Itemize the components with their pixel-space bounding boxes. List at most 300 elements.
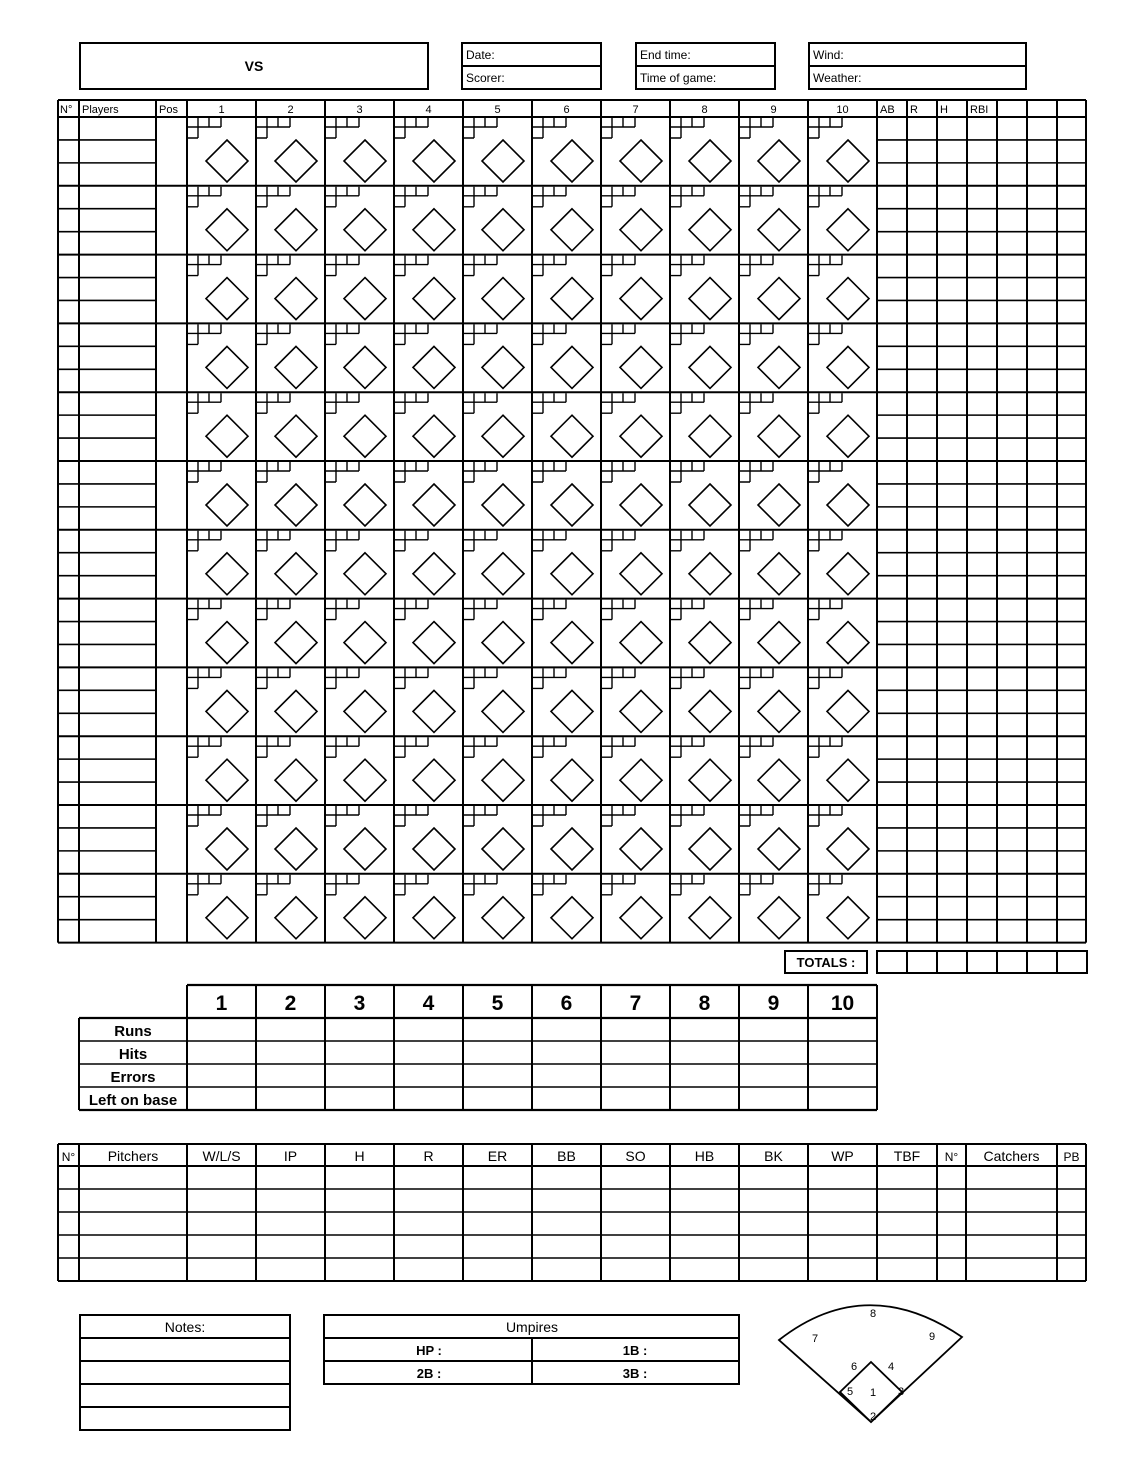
count-boxes — [533, 462, 566, 482]
count-boxes — [602, 393, 635, 413]
linescore-inning-header: 9 — [767, 992, 780, 1015]
inning-header: 6 — [563, 104, 570, 116]
count-boxes — [740, 393, 773, 413]
base-diamond — [482, 622, 524, 664]
count-boxes — [257, 668, 290, 688]
date-label: Date: — [466, 48, 495, 62]
count-boxes — [326, 118, 359, 138]
count-boxes — [740, 668, 773, 688]
field-position-number: 6 — [850, 1361, 858, 1373]
count-boxes — [464, 806, 497, 826]
base-diamond — [827, 553, 869, 595]
base-diamond — [344, 346, 386, 388]
inning-header: 1 — [218, 104, 225, 116]
count-boxes — [740, 600, 773, 620]
count-boxes — [809, 324, 842, 344]
count-boxes — [533, 737, 566, 757]
base-diamond — [758, 622, 800, 664]
count-boxes — [464, 668, 497, 688]
base-diamond — [620, 415, 662, 457]
count-boxes — [602, 462, 635, 482]
count-boxes — [326, 600, 359, 620]
pitching-header: BK — [764, 1148, 783, 1164]
base-diamond — [551, 759, 593, 801]
base-diamond — [413, 622, 455, 664]
count-boxes — [395, 737, 428, 757]
pitching-header: PB — [1063, 1150, 1080, 1164]
count-boxes — [326, 531, 359, 551]
field-position-number: 3 — [897, 1386, 905, 1398]
base-diamond — [206, 553, 248, 595]
field-position-number: 8 — [869, 1308, 877, 1320]
base-diamond — [689, 828, 731, 870]
base-diamond — [344, 690, 386, 732]
count-boxes — [671, 600, 704, 620]
count-boxes — [257, 324, 290, 344]
base-diamond — [482, 897, 524, 939]
base-diamond — [344, 415, 386, 457]
base-diamond — [758, 828, 800, 870]
umpire-hp-label: HP : — [416, 1343, 442, 1358]
base-diamond — [827, 140, 869, 182]
base-diamond — [482, 415, 524, 457]
pitching-header: IP — [283, 1148, 298, 1164]
count-boxes — [533, 806, 566, 826]
rbi-header: RBI — [970, 104, 989, 116]
base-diamond — [689, 690, 731, 732]
count-boxes — [395, 600, 428, 620]
linescore-inning-header: 5 — [491, 992, 504, 1015]
count-boxes — [533, 118, 566, 138]
count-boxes — [809, 600, 842, 620]
base-diamond — [758, 278, 800, 320]
count-boxes — [809, 187, 842, 207]
count-boxes — [395, 668, 428, 688]
count-boxes — [671, 324, 704, 344]
linescore-table — [0, 975, 1140, 1120]
linescore-row-label: Left on base — [88, 1092, 178, 1109]
count-boxes — [602, 118, 635, 138]
base-diamond — [689, 553, 731, 595]
count-boxes — [188, 324, 221, 344]
count-boxes — [257, 737, 290, 757]
base-diamond — [482, 209, 524, 251]
players-header: Players — [82, 104, 119, 116]
totals-row — [877, 951, 1087, 973]
field-position-number: 9 — [928, 1331, 936, 1343]
vs-label: VS — [244, 58, 264, 74]
base-diamond — [344, 140, 386, 182]
pitching-header: WP — [831, 1148, 854, 1164]
ab-header: AB — [880, 104, 895, 116]
count-boxes — [395, 462, 428, 482]
base-diamond — [206, 415, 248, 457]
linescore-row-label: Runs — [114, 1023, 152, 1040]
base-diamond — [689, 484, 731, 526]
base-diamond — [275, 690, 317, 732]
linescore-inning-header: 6 — [560, 992, 573, 1015]
count-boxes — [326, 187, 359, 207]
base-diamond — [827, 484, 869, 526]
base-diamond — [275, 346, 317, 388]
base-diamond — [275, 484, 317, 526]
count-boxes — [740, 875, 773, 895]
base-diamond — [206, 484, 248, 526]
count-boxes — [671, 393, 704, 413]
pitching-header: ER — [487, 1148, 508, 1164]
count-boxes — [602, 256, 635, 276]
count-boxes — [809, 393, 842, 413]
base-diamond — [689, 346, 731, 388]
count-boxes — [464, 187, 497, 207]
base-diamond — [344, 553, 386, 595]
base-diamond — [275, 415, 317, 457]
base-diamond — [827, 759, 869, 801]
base-diamond — [827, 278, 869, 320]
base-diamond — [344, 209, 386, 251]
base-diamond — [620, 828, 662, 870]
base-diamond — [827, 622, 869, 664]
count-boxes — [395, 187, 428, 207]
pitching-header: Catchers — [983, 1148, 1040, 1164]
base-diamond — [551, 897, 593, 939]
pitching-table — [0, 1136, 1140, 1286]
base-diamond — [827, 209, 869, 251]
base-diamond — [551, 278, 593, 320]
r-header: R — [910, 104, 918, 116]
base-diamond — [206, 140, 248, 182]
count-boxes — [809, 256, 842, 276]
base-diamond — [413, 759, 455, 801]
field-position-number: 1 — [869, 1387, 877, 1399]
base-diamond — [275, 622, 317, 664]
base-diamond — [482, 759, 524, 801]
count-boxes — [533, 256, 566, 276]
count-boxes — [395, 875, 428, 895]
base-diamond — [551, 553, 593, 595]
field-position-number: 2 — [869, 1411, 877, 1423]
inning-header: 4 — [425, 104, 432, 116]
umpire-1b-label: 1B : — [622, 1343, 648, 1358]
count-boxes — [395, 393, 428, 413]
count-boxes — [257, 256, 290, 276]
count-boxes — [740, 737, 773, 757]
batting-grid-lines — [58, 100, 1086, 943]
field-position-number: 5 — [846, 1386, 854, 1398]
count-boxes — [671, 737, 704, 757]
pitching-header: H — [354, 1148, 365, 1164]
linescore-row-label: Hits — [118, 1046, 148, 1063]
pitching-header: Pitchers — [107, 1148, 159, 1164]
count-boxes — [464, 118, 497, 138]
base-diamond — [620, 690, 662, 732]
base-diamond — [206, 759, 248, 801]
base-diamond — [758, 759, 800, 801]
base-diamond — [827, 415, 869, 457]
field-position-number: 4 — [887, 1361, 895, 1373]
count-boxes — [602, 187, 635, 207]
count-boxes — [740, 187, 773, 207]
base-diamond — [620, 209, 662, 251]
count-boxes — [671, 187, 704, 207]
base-diamond — [758, 484, 800, 526]
base-diamond — [827, 690, 869, 732]
count-boxes — [395, 118, 428, 138]
base-diamond — [827, 346, 869, 388]
base-diamond — [758, 209, 800, 251]
count-boxes — [602, 324, 635, 344]
base-diamond — [413, 553, 455, 595]
base-diamond — [827, 828, 869, 870]
count-boxes — [257, 462, 290, 482]
base-diamond — [413, 484, 455, 526]
linescore-inning-header: 4 — [422, 992, 435, 1015]
pitching-header: N° — [944, 1150, 959, 1164]
count-boxes — [671, 875, 704, 895]
count-boxes — [464, 531, 497, 551]
base-diamond — [413, 140, 455, 182]
linescore-inning-header: 3 — [353, 992, 366, 1015]
inning-header: 9 — [770, 104, 777, 116]
count-boxes — [740, 462, 773, 482]
base-diamond — [620, 140, 662, 182]
inning-header: 10 — [836, 104, 849, 116]
base-diamond — [482, 690, 524, 732]
base-diamond — [413, 897, 455, 939]
end-time-label: End time: — [640, 48, 691, 62]
count-boxes — [188, 531, 221, 551]
base-diamond — [206, 828, 248, 870]
linescore-row-label: Errors — [110, 1069, 156, 1086]
base-diamond — [482, 140, 524, 182]
base-diamond — [689, 759, 731, 801]
base-diamond — [482, 484, 524, 526]
count-boxes — [602, 737, 635, 757]
count-boxes — [326, 324, 359, 344]
count-boxes — [809, 875, 842, 895]
base-diamond — [482, 828, 524, 870]
base-diamond — [827, 897, 869, 939]
linescore-inning-header: 7 — [629, 992, 642, 1015]
base-diamond — [758, 415, 800, 457]
totals-label-box — [784, 950, 868, 974]
notes-box — [78, 1313, 293, 1433]
umpires-box — [322, 1313, 742, 1387]
count-boxes — [188, 393, 221, 413]
inning-header: 2 — [287, 104, 294, 116]
count-boxes — [602, 875, 635, 895]
count-boxes — [257, 187, 290, 207]
base-diamond — [413, 415, 455, 457]
count-boxes — [395, 256, 428, 276]
count-boxes — [602, 806, 635, 826]
base-diamond — [275, 897, 317, 939]
count-boxes — [326, 737, 359, 757]
base-diamond — [551, 415, 593, 457]
count-boxes — [326, 668, 359, 688]
number-header: N° — [60, 104, 73, 116]
base-diamond — [275, 759, 317, 801]
base-diamond — [689, 897, 731, 939]
count-boxes — [602, 600, 635, 620]
base-diamond — [206, 897, 248, 939]
count-boxes — [809, 462, 842, 482]
count-boxes — [257, 531, 290, 551]
count-boxes — [809, 806, 842, 826]
base-diamond — [482, 553, 524, 595]
base-diamond — [482, 346, 524, 388]
count-boxes — [533, 600, 566, 620]
pos-header: Pos — [159, 104, 178, 116]
base-diamond — [689, 209, 731, 251]
count-boxes — [671, 668, 704, 688]
base-diamond — [551, 346, 593, 388]
linescore-inning-header: 10 — [830, 992, 855, 1015]
count-boxes — [188, 256, 221, 276]
count-boxes — [809, 531, 842, 551]
count-boxes — [671, 256, 704, 276]
h-header: H — [940, 104, 948, 116]
count-boxes — [257, 118, 290, 138]
base-diamond — [344, 278, 386, 320]
base-diamond — [206, 622, 248, 664]
pitching-header: W/L/S — [202, 1148, 241, 1164]
umpires-title: Umpires — [505, 1319, 559, 1335]
base-diamond — [344, 484, 386, 526]
scorer-label: Scorer: — [466, 71, 505, 85]
base-diamond — [551, 209, 593, 251]
count-boxes — [395, 806, 428, 826]
count-boxes — [257, 806, 290, 826]
base-diamond — [344, 897, 386, 939]
count-boxes — [188, 187, 221, 207]
base-diamond — [689, 140, 731, 182]
base-diamond — [344, 828, 386, 870]
pitching-header: TBF — [893, 1148, 921, 1164]
count-boxes — [671, 118, 704, 138]
base-diamond — [413, 690, 455, 732]
count-boxes — [464, 324, 497, 344]
count-boxes — [740, 256, 773, 276]
base-diamond — [689, 278, 731, 320]
count-boxes — [188, 462, 221, 482]
base-diamond — [620, 897, 662, 939]
base-diamond — [620, 622, 662, 664]
batting-grid-headers — [60, 104, 988, 116]
pitching-header: N° — [61, 1150, 76, 1164]
base-diamond — [758, 140, 800, 182]
base-diamond — [206, 346, 248, 388]
count-boxes — [188, 118, 221, 138]
count-boxes — [326, 462, 359, 482]
umpire-3b-label: 3B : — [622, 1366, 648, 1381]
base-diamond — [620, 484, 662, 526]
base-diamond — [689, 622, 731, 664]
count-boxes — [740, 118, 773, 138]
base-diamond — [275, 278, 317, 320]
pitching-header: R — [423, 1148, 434, 1164]
pitching-header: BB — [557, 1148, 576, 1164]
count-boxes — [395, 324, 428, 344]
base-diamond — [689, 415, 731, 457]
inning-header: 3 — [356, 104, 363, 116]
base-diamond — [413, 278, 455, 320]
count-boxes — [257, 393, 290, 413]
count-boxes — [326, 875, 359, 895]
base-diamond — [758, 690, 800, 732]
base-diamond — [344, 622, 386, 664]
count-boxes — [188, 875, 221, 895]
count-boxes — [740, 531, 773, 551]
count-boxes — [188, 737, 221, 757]
base-diamond — [620, 553, 662, 595]
wind-label: Wind: — [813, 48, 844, 62]
base-diamond — [758, 897, 800, 939]
base-diamond — [413, 828, 455, 870]
count-boxes — [395, 531, 428, 551]
linescore-inning-header: 2 — [284, 992, 297, 1015]
field-position-number: 7 — [811, 1333, 819, 1345]
base-diamond — [620, 346, 662, 388]
field-position-diagram — [770, 1280, 970, 1430]
count-boxes — [533, 324, 566, 344]
count-boxes — [740, 806, 773, 826]
count-boxes — [464, 393, 497, 413]
base-diamond — [344, 759, 386, 801]
base-diamond — [482, 278, 524, 320]
base-diamond — [275, 209, 317, 251]
count-boxes — [464, 462, 497, 482]
base-diamond — [620, 278, 662, 320]
inning-header: 7 — [632, 104, 639, 116]
count-boxes — [326, 256, 359, 276]
base-diamond — [206, 690, 248, 732]
count-boxes — [326, 393, 359, 413]
inning-header: 8 — [701, 104, 708, 116]
count-boxes — [464, 256, 497, 276]
linescore-inning-header: 1 — [215, 992, 228, 1015]
count-boxes — [533, 875, 566, 895]
base-diamond — [206, 278, 248, 320]
notes-title: Notes: — [164, 1319, 206, 1335]
base-diamond — [551, 690, 593, 732]
time-of-game-label: Time of game: — [640, 71, 717, 85]
base-diamond — [551, 828, 593, 870]
count-boxes — [809, 668, 842, 688]
count-boxes — [671, 531, 704, 551]
base-diamond — [206, 209, 248, 251]
count-boxes — [464, 737, 497, 757]
base-diamond — [551, 484, 593, 526]
count-boxes — [257, 600, 290, 620]
count-boxes — [326, 806, 359, 826]
linescore-inning-header: 8 — [698, 992, 711, 1015]
base-diamond — [275, 553, 317, 595]
count-boxes — [533, 668, 566, 688]
count-boxes — [740, 324, 773, 344]
umpire-2b-label: 2B : — [416, 1366, 442, 1381]
count-boxes — [809, 118, 842, 138]
base-diamond — [413, 346, 455, 388]
base-diamond — [551, 140, 593, 182]
count-boxes — [671, 806, 704, 826]
base-diamond — [275, 140, 317, 182]
count-boxes — [464, 600, 497, 620]
count-boxes — [533, 187, 566, 207]
base-diamond — [413, 209, 455, 251]
inning-header: 5 — [494, 104, 501, 116]
base-diamond — [551, 622, 593, 664]
